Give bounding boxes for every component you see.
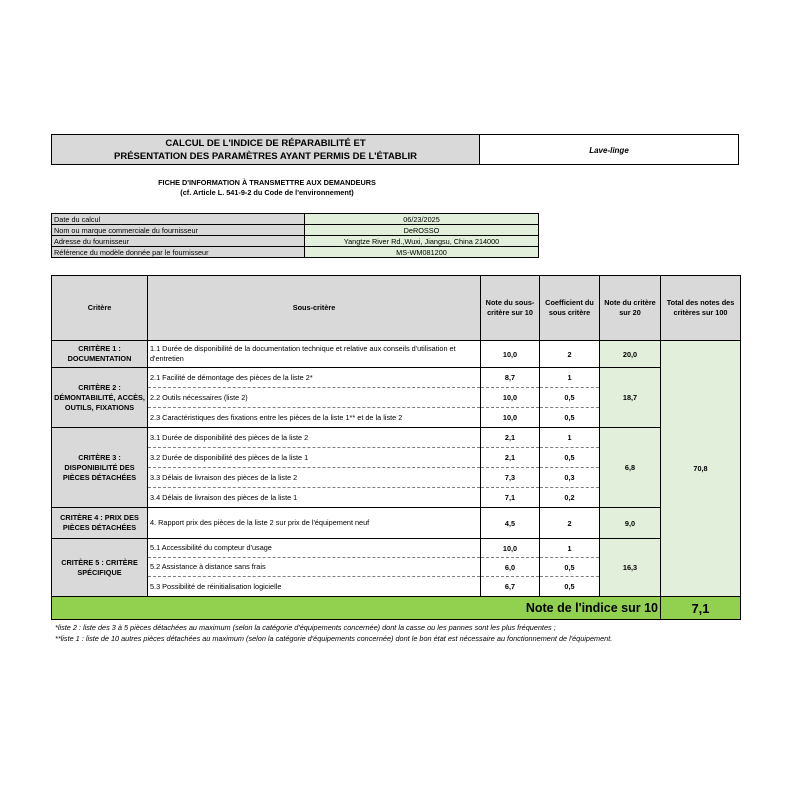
subcriterion-label: 2.1 Facilité de démontage des pièces de la liste 2* (148, 368, 481, 388)
col-sous-critere: Sous-critère (148, 276, 481, 341)
subcriterion-note: 8,7 (481, 368, 540, 388)
table-row (52, 341, 741, 368)
final-score-value: 7,1 (661, 597, 741, 620)
subcriterion-label: 3.3 Délais de livraison des pièces de la liste 2 (148, 468, 481, 488)
info-row (52, 236, 539, 247)
subcriterion-note: 7,3 (481, 468, 540, 488)
info-label: Nom ou marque commerciale du fournisseur (52, 225, 305, 236)
footnotes (55, 623, 745, 644)
criterion-score: 16,3 (600, 539, 661, 597)
col-note10: Note du sous-critère sur 10 (481, 276, 540, 341)
fiche-line-1: FICHE D'INFORMATION À TRANSMETTRE AUX DEMANDEURS (158, 178, 376, 187)
criterion-name: CRITÈRE 4 : PRIX DES PIÈCES DÉTACHÉES (52, 508, 148, 539)
subcriterion-label: 5.3 Possibilité de réinitialisation logicielle (148, 577, 481, 597)
info-row (52, 225, 539, 236)
total-score: 70,8 (661, 341, 741, 597)
subcriterion-coef: 0,2 (540, 488, 600, 508)
subcriterion-coef: 0,5 (540, 408, 600, 428)
subcriterion-note: 10,0 (481, 341, 540, 368)
subcriterion-label: 3.4 Délais de livraison des pièces de la liste 1 (148, 488, 481, 508)
subcriterion-coef: 0,5 (540, 448, 600, 468)
subcriterion-label: 5.1 Accessibilité du compteur d'usage (148, 539, 481, 558)
subcriterion-label: 1.1 Durée de disponibilité de la documentation technique et relative aux conseils d'utilisation et d'entretien (148, 341, 481, 368)
info-value: MS-WM081200 (305, 247, 539, 258)
subcriterion-label: 5.2 Assistance à distance sans frais (148, 558, 481, 577)
final-score-row (52, 597, 741, 620)
repairability-table (51, 275, 741, 620)
info-value: Yangtze River Rd.,Wuxi, Jiangsu, China 214000 (305, 236, 539, 247)
subcriterion-note: 10,0 (481, 408, 540, 428)
col-critere: Critère (52, 276, 148, 341)
col-coef: Coefficient du sous critère (540, 276, 600, 341)
footnote-liste-2: *liste 2 : liste des 3 à 5 pièces détachées au maximum (selon la catégorie d'équipements concernée) dont la casse ou les pannes sont les plus fréquentes ; (55, 623, 556, 632)
subcriterion-coef: 0,5 (540, 558, 600, 577)
subcriterion-coef: 0,3 (540, 468, 600, 488)
subcriterion-coef: 2 (540, 341, 600, 368)
subcriterion-note: 10,0 (481, 388, 540, 408)
criterion-score: 6,8 (600, 428, 661, 508)
col-note20: Note du critère sur 20 (600, 276, 661, 341)
subcriterion-note: 10,0 (481, 539, 540, 558)
criterion-score: 18,7 (600, 368, 661, 428)
criterion-name: CRITÈRE 2 : DÉMONTABILITÉ, ACCÈS, OUTILS, FIXATIONS (52, 368, 148, 428)
col-total: Total des notes des critères sur 100 (661, 276, 741, 341)
subcriterion-coef: 1 (540, 539, 600, 558)
info-value: 06/23/2025 (305, 214, 539, 225)
criterion-score: 20,0 (600, 341, 661, 368)
info-value: DeROSSO (305, 225, 539, 236)
info-row (52, 214, 539, 225)
subcriterion-note: 2,1 (481, 428, 540, 448)
info-label: Adresse du fournisseur (52, 236, 305, 247)
title-line-2: PRÉSENTATION DES PARAMÈTRES AYANT PERMIS DE L'ÉTABLIR (114, 151, 417, 162)
subcriterion-coef: 0,5 (540, 577, 600, 597)
product-type: Lave-linge (480, 134, 739, 165)
info-label: Référence du modèle donnée par le fournisseur (52, 247, 305, 258)
criterion-score: 9,0 (600, 508, 661, 539)
table-row (52, 368, 741, 388)
subcriterion-label: 4. Rapport prix des pièces de la liste 2 sur prix de l'équipement neuf (148, 508, 481, 539)
subcriterion-coef: 1 (540, 368, 600, 388)
subcriterion-coef: 0,5 (540, 388, 600, 408)
fiche-heading (51, 178, 483, 198)
footnote-liste-1: **liste 1 : liste de 10 autres pièces détachées au maximum (selon la catégorie d'équipements concernée) dont le bon état est nécessaire au fonctionnement de l'équipement. (55, 633, 613, 643)
subcriterion-note: 6,7 (481, 577, 540, 597)
table-header (52, 276, 741, 341)
subcriterion-label: 3.1 Durée de disponibilité des pièces de la liste 2 (148, 428, 481, 448)
subcriterion-label: 3.2 Durée de disponibilité des pièces de la liste 1 (148, 448, 481, 468)
subcriterion-label: 2.2 Outils nécessaires (liste 2) (148, 388, 481, 408)
criterion-name: CRITÈRE 1 : DOCUMENTATION (52, 341, 148, 368)
final-score-label: Note de l'indice sur 10 (52, 597, 661, 620)
table-row (52, 539, 741, 558)
supplier-info-table (51, 213, 539, 258)
subcriterion-note: 2,1 (481, 448, 540, 468)
table-row (52, 508, 741, 539)
report-title (51, 134, 480, 165)
subcriterion-note: 4,5 (481, 508, 540, 539)
title-line-1: CALCUL DE L'INDICE DE RÉPARABILITÉ ET (165, 138, 366, 149)
criterion-name: CRITÈRE 3 : DISPONIBILITÉ DES PIÈCES DÉTACHÉES (52, 428, 148, 508)
subcriterion-coef: 1 (540, 428, 600, 448)
info-label: Date du calcul (52, 214, 305, 225)
subcriterion-note: 6,0 (481, 558, 540, 577)
info-row (52, 247, 539, 258)
subcriterion-note: 7,1 (481, 488, 540, 508)
criterion-name: CRITÈRE 5 : CRITÈRE SPÉCIFIQUE (52, 539, 148, 597)
subcriterion-label: 2.3 Caractéristiques des fixations entre les pièces de la liste 1** et de la liste 2 (148, 408, 481, 428)
subcriterion-coef: 2 (540, 508, 600, 539)
table-row (52, 428, 741, 448)
fiche-line-2: (cf. Article L. 541-9-2 du Code de l'environnement) (180, 188, 354, 197)
